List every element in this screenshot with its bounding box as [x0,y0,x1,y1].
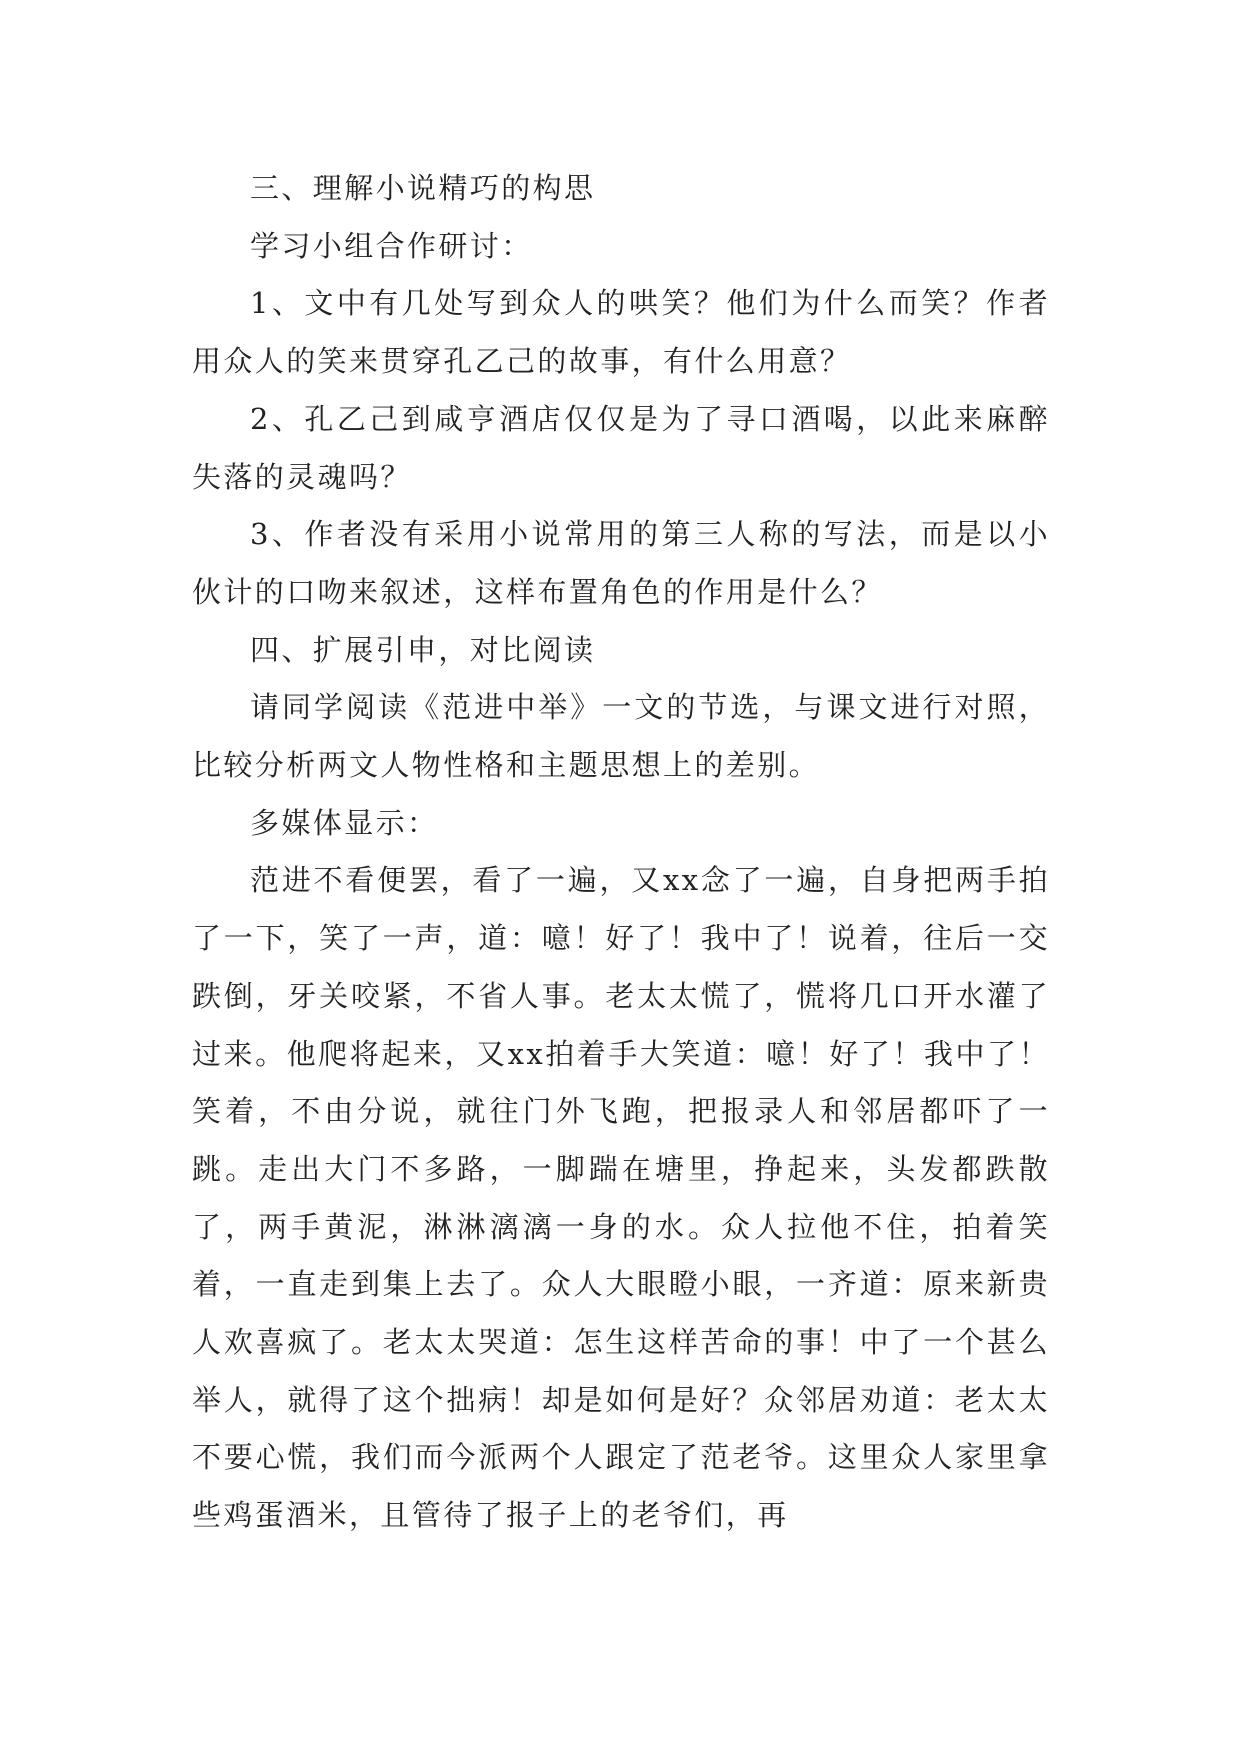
question-2: 2、孔乙己到咸亨酒店仅仅是为了寻口酒喝，以此来麻醉失落的灵魂吗？ [192,401,1050,494]
question-1: 1、文中有几处写到众人的哄笑？他们为什么而笑？作者用众人的笑来贯穿孔乙己的故事，有什么用意？ [192,286,1050,379]
paragraph-group-discussion: 学习小组合作研讨： [250,228,533,263]
paragraph-reading-instruction: 请同学阅读《范进中举》一文的节选，与课文进行对照，比较分析两文人物性格和主题思想上的差别。 [192,690,1050,783]
question-3: 3、作者没有采用小说常用的第三人称的写法，而是以小伙计的口吻来叙述，这样布置角色的作用是什么？ [192,517,1050,609]
document-page [192,160,1050,1545]
section-heading-4: 四、扩展引申，对比阅读 [250,632,596,667]
paragraph-multimedia-label: 多媒体显示： [250,805,439,840]
section-heading-3: 三、理解小说精巧的构思 [250,171,596,205]
paragraph-excerpt: 范进不看便罢，看了一遍，又xx念了一遍，自身把两手拍了一下，笑了一声，道：噫！好了！我中了！说着，往后一交跌倒，牙关咬紧，不省人事。老太太慌了，慌将几口开水灌了过来。他爬将起来，又xx拍着手大笑道：噫！好了！我中了！笑着，不由分说，就往门外飞跑，把报录人和邻居都吓了一跳。走出大门不多路，一脚踹在塘里，挣起来，头发都跌散了，两手黄泥，淋淋漓漓一身的水。众人拉他不住，拍着笑着，一直走到集上去了。众人大眼瞪小眼，一齐道：原来新贵人欢喜疯了。老太太哭道：怎生这样苦命的事！中了一个甚么举人，就得了这个拙病！却是如何是好？众邻居劝道：老太太不要心慌，我们而今派两个人跟定了范老爷。这里众人家里拿些鸡蛋酒米，且管待了报子上的老爷们，再 [192,863,1050,1533]
